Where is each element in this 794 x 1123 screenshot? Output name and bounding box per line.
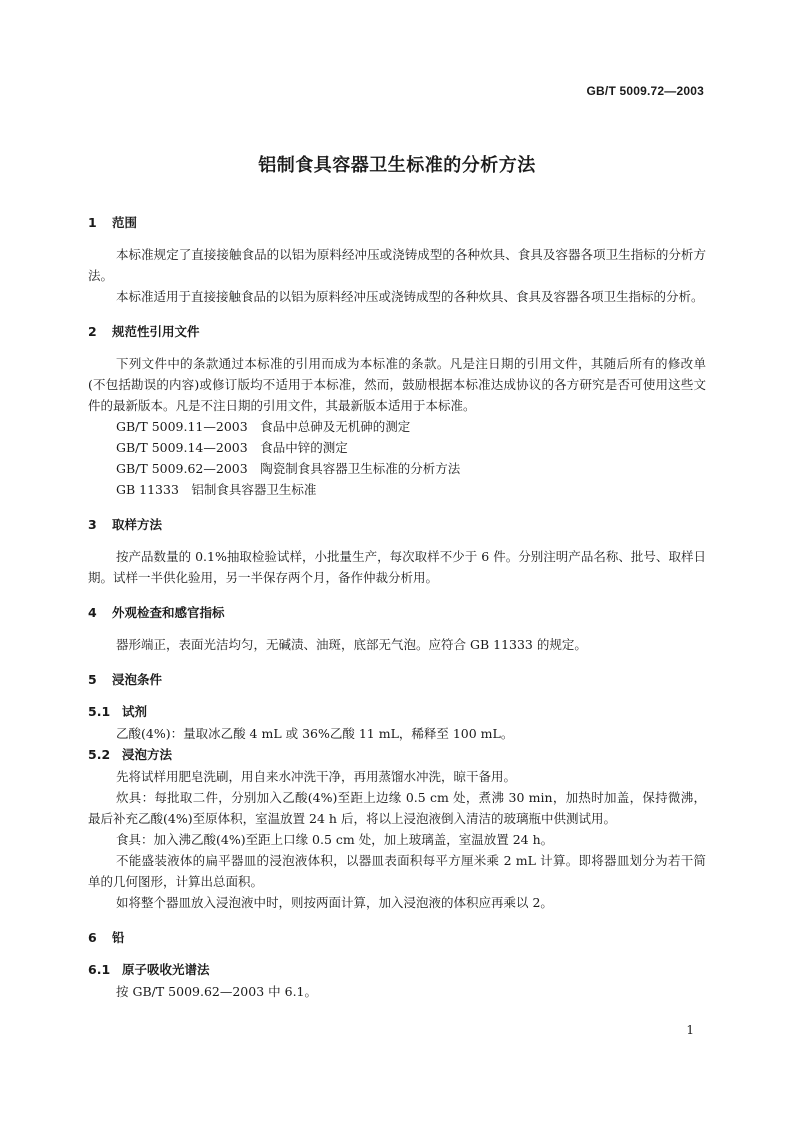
section-title: 规范性引用文件 [112,324,200,339]
paragraph: 如将整个器皿放入浸泡液中时，则按两面计算，加入浸泡液的体积应再乘以 2。 [116,895,553,910]
section-2-heading [88,321,706,343]
section-number: 3 [88,517,97,532]
reference-item: GB 11333 铝制食具容器卫生标准 [116,482,317,497]
paragraph: 本标准规定了直接接触食品的以铝为原料经冲压或浇铸成型的各种炊具、食具及容器各项卫生指标的分析方法。 [88,247,706,283]
paragraph: 器形端正，表面光洁均匀，无碱渍、油斑，底部无气泡。应符合 GB 11333 的规定。 [116,637,587,652]
section-title: 浸泡条件 [112,672,163,687]
section-6-heading [88,927,706,949]
section-title: 外观检查和感官指标 [112,605,225,620]
subsection-number: 6.1 [88,962,111,977]
section-number: 4 [88,605,97,620]
paragraph: 乙酸(4%)：量取冰乙酸 4 mL 或 36%乙酸 11 mL，稀释至 100 mL。 [116,726,514,741]
paragraph: 按产品数量的 0.1%抽取检验试样，小批量生产，每次取样不少于 6 件。分别注明产品名称、批号、取样日期。试样一半供化验用，另一半保存两个月，备作仲裁分析用。 [88,549,706,585]
section-number: 2 [88,324,97,339]
subsection-number: 5.2 [88,747,111,762]
reference-item: GB/T 5009.11—2003 食品中总砷及无机砷的测定 [116,419,411,434]
document-body [88,212,706,1002]
reference-item: GB/T 5009.62—2003 陶瓷制食具容器卫生标准的分析方法 [116,461,461,476]
subsection-title: 试剂 [122,704,148,719]
section-title: 取样方法 [112,517,163,532]
section-4-heading [88,602,706,624]
paragraph: 食具：加入沸乙酸(4%)至距上口缘 0.5 cm 处，加上玻璃盖，室温放置 24 h。 [116,832,554,847]
page-number: 1 [686,1023,694,1037]
section-number: 5 [88,672,97,687]
paragraph: 按 GB/T 5009.62—2003 中 6.1。 [116,984,317,999]
paragraph: 先将试样用肥皂洗刷，用自来水冲洗干净，再用蒸馏水冲洗，晾干备用。 [116,769,517,784]
section-title: 铅 [112,930,125,945]
section-number: 1 [88,215,97,230]
subsection-5-1-heading [88,701,706,723]
paragraph: 下列文件中的条款通过本标准的引用而成为本标准的条款。凡是注日期的引用文件，其随后所有的修改单(不包括勘误的内容)或修订版均不适用于本标准，然而，鼓励根据本标准达成协议的各方研究是否可使用这些文件的最新版本。凡是不注日期的引用文件，其最新版本适用于本标准。 [88,356,706,413]
paragraph: 不能盛装液体的扁平器皿的浸泡液体积，以器皿表面积每平方厘米乘 2 mL 计算。即将器皿划分为若干简单的几何图形，计算出总面积。 [88,853,706,889]
standard-code: GB/T 5009.72—2003 [586,84,704,98]
subsection-6-1-heading [88,959,706,981]
paragraph: 本标准适用于直接接触食品的以铝为原料经冲压或浇铸成型的各种炊具、食具及容器各项卫生指标的分析。 [116,289,704,304]
subsection-5-2-heading [88,744,706,766]
section-3-heading [88,514,706,536]
document-title: 铝制食具容器卫生标准的分析方法 [258,155,536,176]
subsection-number: 5.1 [88,704,111,719]
subsection-title: 浸泡方法 [122,747,173,762]
reference-item: GB/T 5009.14—2003 食品中锌的测定 [116,440,348,455]
paragraph: 炊具：每批取二件，分别加入乙酸(4%)至距上边缘 0.5 cm 处，煮沸 30 min，加热时加盖，保持微沸，最后补充乙酸(4%)至原体积，室温放置 24 h 后，将以上浸泡液倒入清洁的玻璃瓶中供测试用。 [88,790,706,826]
section-number: 6 [88,930,97,945]
section-title: 范围 [112,215,138,230]
subsection-title: 原子吸收光谱法 [122,962,210,977]
section-5-heading [88,669,706,691]
section-1-heading [88,212,706,234]
